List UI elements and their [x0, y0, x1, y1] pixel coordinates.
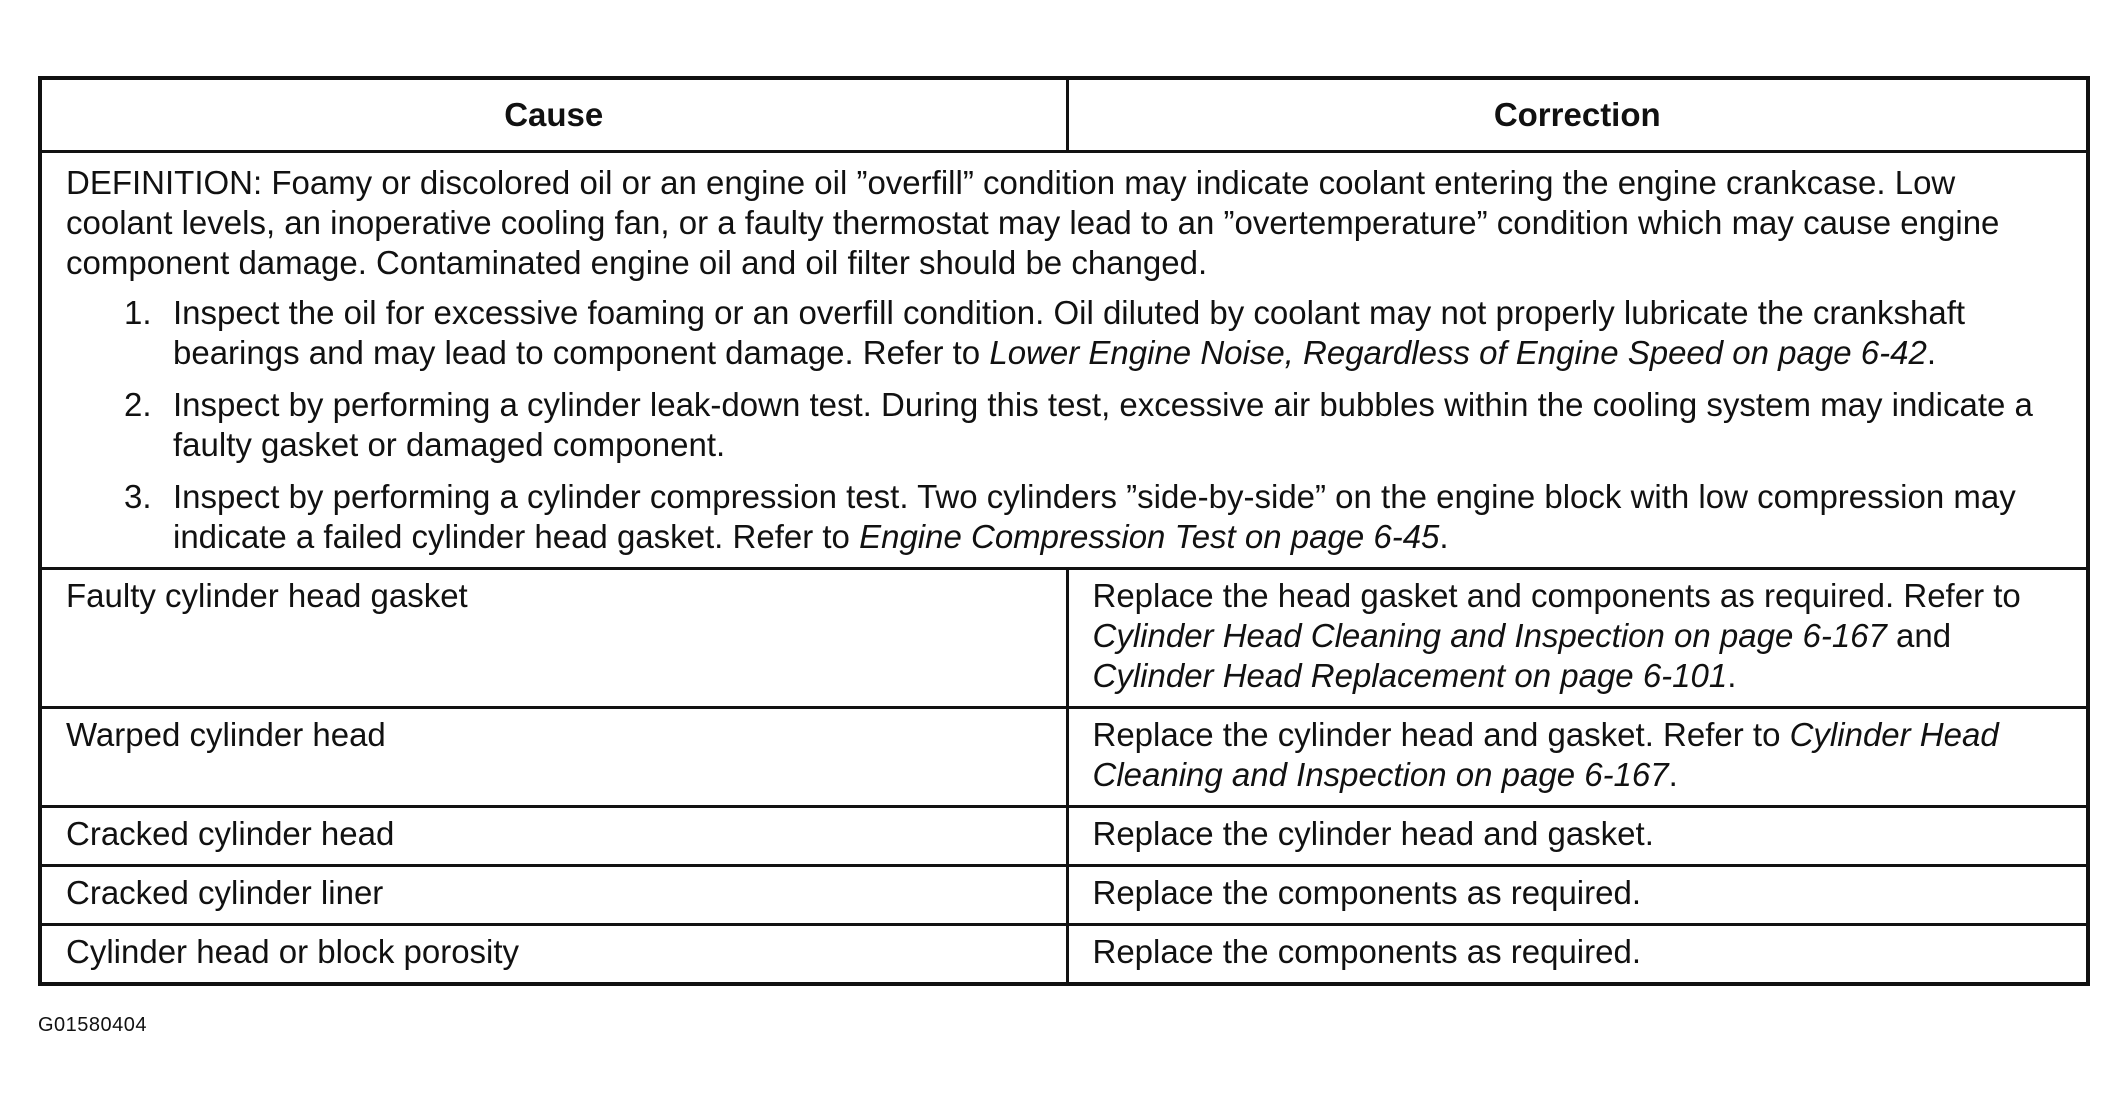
cause-cell: Cylinder head or block porosity [42, 925, 1067, 983]
table-row [42, 708, 2086, 807]
step-item [66, 293, 2066, 373]
step-tail: . [1926, 334, 1936, 371]
correction-tail: . [1668, 756, 1678, 793]
correction-cell [1067, 569, 2086, 708]
table-row [42, 569, 2086, 708]
correction-text: Replace the cylinder head and gasket. Refer to [1092, 716, 1790, 753]
definition-text: DEFINITION: Foamy or discolored oil or an engine oil ”overfill” condition may indicate coolant entering the engine crankcase. Low coolant levels, an inoperative cooling fan, or a faulty thermostat may lead to an ”overtemperature” condition which may cause engine component damage. Contaminated engine oil and oil filter should be changed. [66, 164, 2000, 281]
step-item [66, 477, 2066, 557]
step-number: 1. [124, 294, 152, 331]
correction-cell: Replace the cylinder head and gasket. [1067, 807, 2086, 866]
step-reference: Lower Engine Noise, Regardless of Engine Speed on page 6-42 [989, 334, 1927, 371]
table-row [42, 807, 2086, 866]
correction-reference: Cylinder Head Replacement on page 6-101 [1092, 657, 1728, 694]
correction-cell: Replace the components as required. [1067, 866, 2086, 925]
correction-reference: Cylinder Head Cleaning and Inspection on page 6-167 [1092, 716, 1999, 793]
cause-cell: Faulty cylinder head gasket [42, 569, 1067, 708]
step-reference: Engine Compression Test on page 6-45 [859, 518, 1440, 555]
header-row [42, 80, 2086, 152]
cause-column-header: Cause [42, 80, 1067, 152]
correction-joiner: and [1886, 617, 1952, 654]
correction-cell [1067, 708, 2086, 807]
correction-tail: . [1727, 657, 1737, 694]
figure-id: G01580404 [38, 1014, 148, 1036]
step-number: 2. [124, 386, 152, 423]
step-tail: . [1439, 518, 1449, 555]
table-row [42, 866, 2086, 925]
table-row [42, 925, 2086, 983]
definition-row [42, 152, 2086, 569]
diagnostic-table [42, 80, 2086, 982]
inspection-steps [66, 293, 2066, 557]
correction-text: Replace the head gasket and components as required. Refer to [1092, 577, 2021, 614]
step-text: Inspect by performing a cylinder compression test. Two cylinders ”side-by-side” on the engine block with low compression may indicate a failed cylinder head gasket. Refer to [173, 478, 2016, 555]
cause-cell: Cracked cylinder head [42, 807, 1067, 866]
cause-cell: Warped cylinder head [42, 708, 1067, 807]
definition-cell [42, 152, 2086, 569]
step-number: 3. [124, 478, 152, 515]
step-item [66, 385, 2066, 465]
correction-column-header: Correction [1067, 80, 2086, 152]
correction-reference: Cylinder Head Cleaning and Inspection on page 6-167 [1092, 617, 1887, 654]
cause-cell: Cracked cylinder liner [42, 866, 1067, 925]
diagnostic-table-frame [38, 76, 2090, 986]
correction-cell: Replace the components as required. [1067, 925, 2086, 983]
step-text: Inspect by performing a cylinder leak-down test. During this test, excessive air bubbles within the cooling system may indicate a faulty gasket or damaged component. [173, 386, 2033, 463]
step-text: Inspect the oil for excessive foaming or an overfill condition. Oil diluted by coolant may not properly lubricate the crankshaft bearings and may lead to component damage. Refer to [173, 294, 1966, 371]
